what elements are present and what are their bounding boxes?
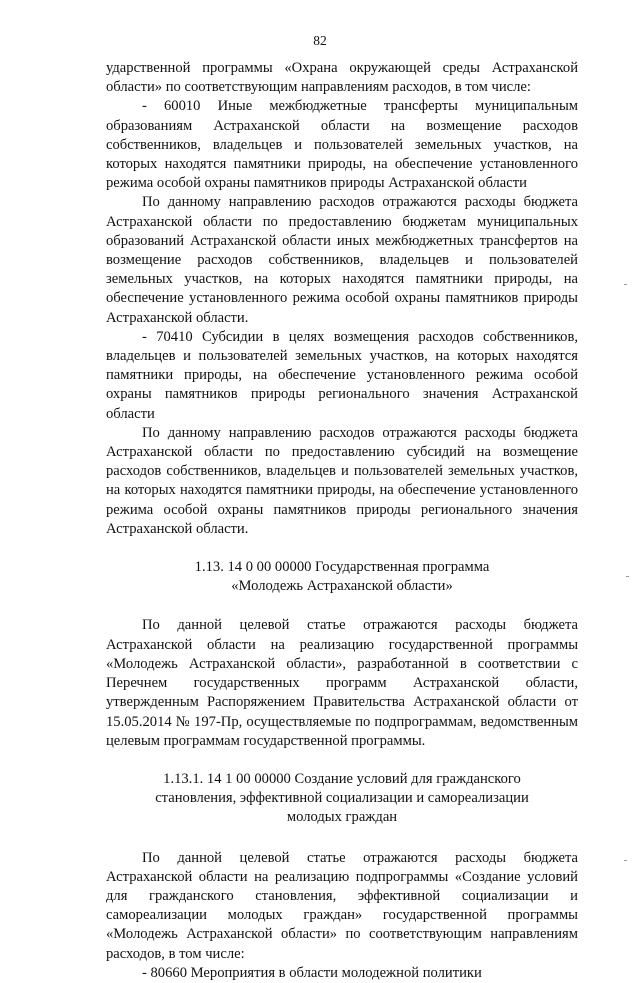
scan-mark [624, 860, 627, 861]
paragraph-subprogram-description: По данной целевой статье отражаются расходы бюджета Астраханской области на реализацию подпрограммы «Создание условий для гражданского становления, эффективной социализации и самореализации молодых граждан» государственной программы «Молодежь Астраханской области» по соответствующим направлениям расходов, в том числе: [106, 849, 578, 962]
section-heading-1-13-1-line3: молодых граждан [286, 809, 398, 826]
paragraph-continuation: ударственной программы «Охрана окружающей среды Астраханской области» по соответствующим направлениям расходов, в том числе: [106, 60, 578, 96]
document-body [106, 59, 578, 983]
list-item-60010: - 60010 Иные межбюджетные трансферты муниципальным образованиям Астраханской области на возмещение расходов собственников, владельцев и пользователей земельных участков, на которых находятся памятники природы, на обеспечение установленного режима особой охраны памятников природы Астраханской области [106, 98, 578, 192]
paragraph-60010-description: По данному направлению расходов отражаются расходы бюджета Астраханской области по предоставлению бюджетам муниципальных образований Астраханской области иных межбюджетных трансфертов на возмещение расходов собственников, владельцев и пользователей земельных участков, на которых находятся памятники природы, на обеспечение установленного режима особой охраны памятников природы Астраханской области. [106, 194, 578, 326]
scan-mark [626, 576, 629, 577]
list-item-80660: - 80660 Мероприятия в области молодежной политики [142, 964, 482, 981]
list-item-70410: - 70410 Субсидии в целях возмещения расходов собственников, владельцев и пользователей земельных участков, на которых находятся памятники природы, на обеспечение установленного режима особой охраны памятников природы регионального значения Астраханской области [106, 328, 578, 422]
section-heading-1-13-1-line1: 1.13.1. 14 1 00 00000 Создание условий для гражданского [163, 770, 521, 787]
paragraph-70410-description: По данному направлению расходов отражаются расходы бюджета Астраханской области по предоставлению субсидий на возмещение расходов собственников, владельцев и пользователей земельных участков, на которых находятся памятники природы, на обеспечение установленного режима особой охраны памятников природы регионального значения Астраханской области. [106, 424, 578, 537]
section-heading-1-13-line1: 1.13. 14 0 00 00000 Государственная программа [194, 559, 490, 576]
page-number: 82 [313, 33, 327, 48]
section-heading-1-13-1 [106, 770, 578, 828]
section-heading-1-13-line2: «Молодежь Астраханской области» [231, 578, 453, 595]
paragraph-program-description: По данной целевой статье отражаются расходы бюджета Астраханской области на реализацию государственной программы «Молодежь Астраханской области», разработанной в соответствии с Перечнем государственных программ Астраханской области, утвержденным Распоряжением Правительства Астраханской области от 15.05.2014 № 197-Пр, осуществляемые по подпрограммам, ведомственным целевым программам государственной программы. [106, 617, 578, 749]
scan-mark [624, 284, 627, 285]
section-heading-1-13-1-line2: становления, эффективной социализации и самореализации [155, 790, 529, 807]
section-heading-1-13 [106, 558, 578, 596]
